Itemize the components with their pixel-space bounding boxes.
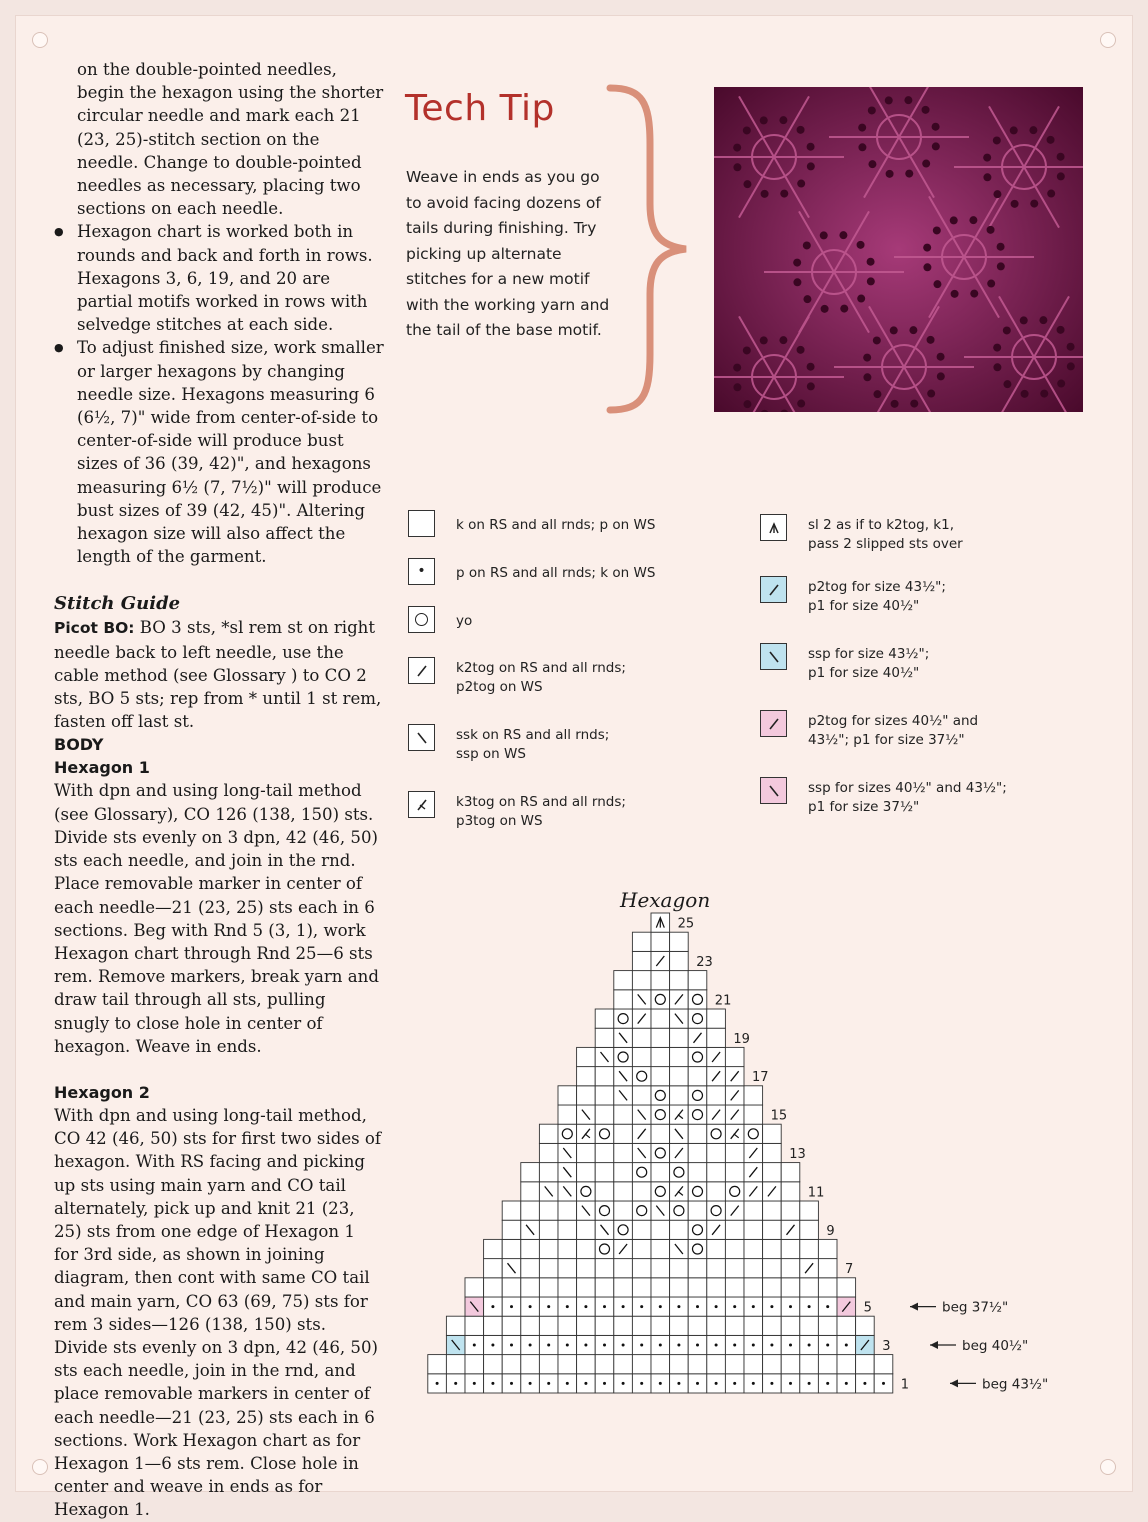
hexagon1-heading: Hexagon 1 <box>54 758 150 778</box>
legend-right-item-line2: p1 for size 37½" <box>808 799 920 815</box>
bullet-item: ● Hexagon chart is worked both in rounds and back and forth in rows. Hexagons 3, 6, 19, and 20 are partial motifs worked in rows with selvedge stitches at each side. <box>54 220 384 336</box>
row-number-label: 3 <box>882 1339 891 1354</box>
corner-ornament <box>1100 32 1116 48</box>
left-text-column <box>54 58 384 1522</box>
legend-right-column <box>760 510 1080 830</box>
row-number-label: 21 <box>714 993 732 1009</box>
row-number-label: 9 <box>826 1223 835 1239</box>
row-number-label: 25 <box>677 916 695 932</box>
legend-left-item-line1: k3tog on RS and all rnds; <box>456 794 626 810</box>
legend-left-item-symbol-box <box>408 791 435 818</box>
row-number-label: 23 <box>696 955 713 970</box>
legend-left-item-symbol-box <box>408 657 435 684</box>
corner-ornament <box>1100 1459 1116 1475</box>
row-number-label: 7 <box>845 1262 854 1278</box>
legend-right-item-text <box>808 645 929 683</box>
legend-right-item-symbol-box <box>760 576 787 603</box>
legend-left-item-line1: k2tog on RS and all rnds; <box>456 660 626 676</box>
legend-left-item-symbol-box <box>408 510 435 537</box>
legend-right-item-line2: pass 2 slipped sts over <box>808 536 963 552</box>
row-number-label: 17 <box>752 1070 769 1086</box>
legend-left-item-line1: p on RS and all rnds; k on WS <box>456 565 656 581</box>
row-number-label: 19 <box>733 1031 750 1047</box>
legend-left-item-symbol-box: • <box>408 558 435 585</box>
body-heading: BODY <box>54 735 104 755</box>
legend-right-item-symbol-box <box>760 777 787 804</box>
chart-title: Hexagon <box>620 888 711 912</box>
legend-left-item-text <box>456 612 472 631</box>
tech-tip-text: Weave in ends as you go to avoid facing dozens of tails during finishing. Try picking up alternate stitches for a new motif with the working yarn and the tail of the base motif. <box>406 168 610 339</box>
legend-left-item-symbol-box <box>408 606 435 633</box>
corner-ornament <box>32 1459 48 1475</box>
tech-tip-title: Tech Tip <box>405 88 555 129</box>
legend-right-item-text <box>808 779 1007 817</box>
legend-left-item-text <box>456 726 609 764</box>
picot-bo-text: BO 3 sts, *sl rem st on right needle back to left needle, use the cable method (see Glossary ) to CO 2 sts, BO 5 sts; rep from * until 1 st rem, fasten off last st. <box>54 618 382 732</box>
legend-left-item-text <box>456 516 655 535</box>
legend-right-item-line2: 43½"; p1 for size 37½" <box>808 732 965 748</box>
picot-bo-label: Picot BO: <box>54 619 135 638</box>
row-number-label: 11 <box>807 1185 825 1201</box>
legend-right-item-symbol-box <box>760 710 787 737</box>
legend-left-item-text <box>456 793 626 831</box>
legend-right-item-text <box>808 712 978 750</box>
corner-ornament <box>32 32 48 48</box>
row-number-label: 1 <box>900 1377 910 1393</box>
legend-right-item-line2: p1 for size 40½" <box>808 598 920 614</box>
curly-brace-ornament <box>602 84 692 414</box>
legend-right-item-line1: p2tog for sizes 40½" and <box>808 713 979 729</box>
legend-right-item-text <box>808 578 946 616</box>
legend-left-item-line2: p3tog on WS <box>456 813 543 829</box>
legend-right-item-line1: sl 2 as if to k2tog, k1, <box>808 517 955 533</box>
legend-left-item-line1: yo <box>456 613 473 629</box>
legend-right-item-line2: p1 for size 40½" <box>808 665 920 681</box>
legend-left-item-symbol-box <box>408 724 435 751</box>
legend-left-item-line1: ssk on RS and all rnds; <box>456 727 610 743</box>
legend-left-column <box>408 510 728 840</box>
legend-left-item-text <box>456 564 655 583</box>
row-number-label: 5 <box>863 1300 872 1316</box>
row-number-label: 13 <box>789 1147 806 1162</box>
lace-photo <box>714 87 1083 412</box>
size-label: beg 40½" <box>962 1338 1029 1354</box>
stitch-guide-heading: Stitch Guide <box>54 593 181 615</box>
size-label: beg 37½" <box>942 1299 1009 1316</box>
legend-right-item-line1: ssp for size 43½"; <box>808 646 930 662</box>
legend-right-item-text <box>808 516 963 554</box>
legend-right-item-line1: p2tog for size 43½"; <box>808 579 946 595</box>
legend-right-item-symbol-box <box>760 643 787 670</box>
hexagon2-paragraph: With dpn and using long-tail method, CO 42 (46, 50) sts for first two sides of hexagon. With RS facing and picking up sts using main yarn and CO tail alternately, pick up and knit 21 (23, 25) sts from one edge of Hexagon 1 for 3rd side, as shown in joining diagram, then cont with same CO tail and main yarn, CO 63 (69, 75) sts for rem 3 sides—126 (138, 150) sts. Divide sts evenly on 3 dpn, 42 (46, 50) sts each needle, join in the rnd, and place removable markers in center of each needle—21 (23, 25) sts each in 6 sections. Work Hexagon chart as for Hexagon 1—6 sts rem. Close hole in center and weave in ends as for Hexagon 1. <box>54 1105 382 1520</box>
row-number-label: 15 <box>770 1108 788 1124</box>
picot-bo-paragraph <box>54 616 384 733</box>
legend-right-item-line1: ssp for sizes 40½" and 43½"; <box>808 780 1007 796</box>
legend-left-item-line2: p2tog on WS <box>456 679 543 695</box>
intro-continued-paragraph: on the double-pointed needles, begin the hexagon using the shorter circular needle and mark each 21 (23, 25)-stitch section on the needle. Change to double-pointed needles as necessary, placing two sections on each needle. <box>77 60 384 219</box>
hexagon2-heading: Hexagon 2 <box>54 1082 150 1102</box>
size-label: beg 43½" <box>982 1376 1049 1393</box>
legend-left-item-line1: k on RS and all rnds; p on WS <box>456 517 656 533</box>
legend-left-item-text <box>456 659 626 697</box>
legend-right-item-symbol-box <box>760 514 787 541</box>
bullet-item: ● To adjust finished size, work smaller or larger hexagons by changing needle size. Hexagons measuring 6 (6½, 7)" wide from center-of-side to center-of-side will produce bust sizes of 36 (39, 42)", and hexagons measuring 6½ (7, 7½)" will produce bust sizes of 39 (42, 45)". Altering hexagon size will also affect the length of the garment. <box>54 336 384 568</box>
hexagon1-paragraph: With dpn and using long-tail method (see Glossary), CO 126 (138, 150) sts. Divide sts evenly on 3 dpn, 42 (46, 50) sts each needle, and join in the rnd. Place removable marker in center of each needle—21 (23, 25) sts each in 6 sections. Beg with Rnd 5 (3, 1), work Hexagon chart through Rnd 25—6 sts rem. Remove markers, break yarn and draw tail through all sts, pulling snugly to close hole in center of hexagon. Weave in ends. <box>54 781 379 1056</box>
legend-left-item-line2: ssp on WS <box>456 746 526 762</box>
bullet-list <box>54 220 384 568</box>
